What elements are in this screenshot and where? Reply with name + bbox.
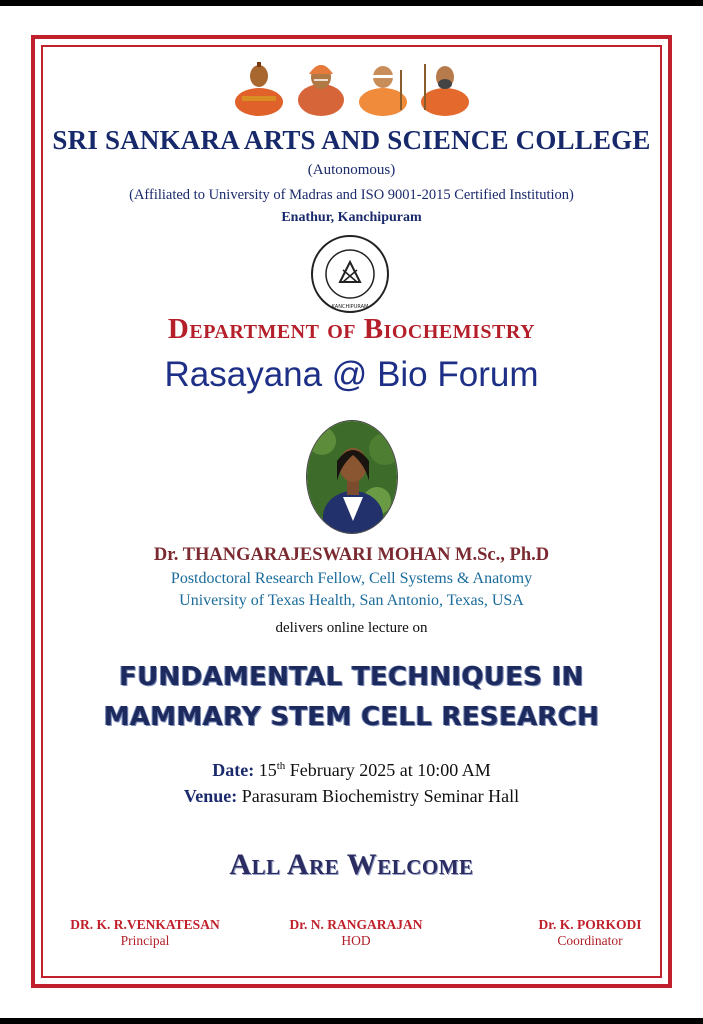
lecture-intro: delivers online lecture on [275, 620, 428, 636]
welcome-message: All Are Welcome [229, 848, 474, 881]
saint-portrait-4 [418, 56, 472, 116]
speaker-position: Postdoctoral Research Fellow, Cell Systems & Anatomy [170, 570, 533, 587]
venue-name: Parasuram Biochemistry Seminar Hall [241, 786, 520, 806]
date-day: 15 [258, 760, 277, 780]
signatory-role: Principal [120, 933, 170, 948]
date-rest: February 2025 at 10:00 AM [289, 760, 491, 780]
saint-portrait-3 [356, 56, 410, 116]
saints-portrait-row [232, 56, 472, 118]
venue-label: Venue: [183, 786, 238, 806]
college-location: Enathur, Kanchipuram [281, 210, 422, 225]
saint-portrait-2 [294, 56, 348, 116]
department-name: Department of Biochemistry [167, 313, 536, 345]
date-suffix: th [276, 760, 286, 772]
speaker-photo [306, 420, 398, 534]
college-affiliation: (Affiliated to University of Madras and ISO 9001-2015 Certified Institution) [129, 187, 574, 203]
saint-portrait-1 [232, 56, 286, 116]
signatory-name: Dr. K. PORKODI [538, 917, 642, 932]
logo-seal-text: KANCHIPURAM [331, 304, 369, 310]
college-logo-seal [310, 234, 390, 314]
signatory-principal [55, 917, 235, 949]
lecture-title-line-1: FUNDAMENTAL TECHNIQUES IN [119, 662, 584, 692]
speaker-name: Dr. THANGARAJESWARI MOHAN M.Sc., Ph.D [153, 545, 550, 565]
speaker-institution: University of Texas Health, San Antonio, Texas, USA [179, 592, 524, 609]
date-label: Date: [212, 760, 255, 780]
college-status: (Autonomous) [307, 162, 396, 178]
college-name: SRI SANKARA ARTS AND SCIENCE COLLEGE [52, 125, 651, 155]
signatory-hod [266, 917, 446, 949]
top-black-bar [0, 0, 703, 6]
event-date [0, 760, 703, 781]
signatory-name: Dr. N. RANGARAJAN [289, 917, 423, 932]
bottom-black-bar [0, 1018, 703, 1024]
signatory-role: HOD [341, 933, 371, 948]
signatory-coordinator [500, 917, 680, 949]
forum-title: Rasayana @ Bio Forum [164, 355, 539, 394]
lecture-title-line-2: MAMMARY STEM CELL RESEARCH [103, 702, 600, 732]
signatory-role: Coordinator [557, 933, 623, 948]
event-venue [0, 786, 703, 807]
speaker-photo-image [307, 421, 398, 534]
signatory-name: DR. K. R.VENKATESAN [70, 917, 220, 932]
